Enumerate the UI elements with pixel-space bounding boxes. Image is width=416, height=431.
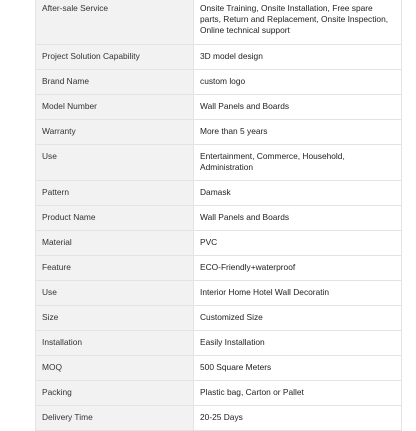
table-row [36, 406, 402, 431]
spec-value: PVC [194, 231, 402, 256]
table-row [36, 206, 402, 231]
table-row [36, 381, 402, 406]
spec-value: Plastic bag, Carton or Pallet [194, 381, 402, 406]
spec-label: Model Number [36, 95, 194, 120]
spec-label: Product Name [36, 206, 194, 231]
spec-label: Feature [36, 256, 194, 281]
spec-value: Wall Panels and Boards [194, 95, 402, 120]
table-row [36, 331, 402, 356]
table-row [36, 120, 402, 145]
spec-label: Use [36, 145, 194, 181]
spec-label: After-sale Service [36, 0, 194, 45]
table-row [36, 45, 402, 70]
product-spec-table [35, 0, 402, 431]
spec-value: Damask [194, 181, 402, 206]
spec-value: 3D model design [194, 45, 402, 70]
spec-label: Project Solution Capability [36, 45, 194, 70]
table-row [36, 356, 402, 381]
spec-label: Pattern [36, 181, 194, 206]
spec-label: Installation [36, 331, 194, 356]
table-row [36, 0, 402, 45]
table-row [36, 70, 402, 95]
spec-value: Entertainment, Commerce, Household, Administration [194, 145, 402, 181]
spec-value: ECO-Friendly+waterproof [194, 256, 402, 281]
spec-value: custom logo [194, 70, 402, 95]
spec-value: More than 5 years [194, 120, 402, 145]
spec-label: Use [36, 281, 194, 306]
spec-label: Size [36, 306, 194, 331]
spec-label: Packing [36, 381, 194, 406]
table-row [36, 231, 402, 256]
table-row [36, 256, 402, 281]
product-spec-table-frame [35, 0, 401, 431]
spec-value: Interior Home Hotel Wall Decoratin [194, 281, 402, 306]
table-row [36, 306, 402, 331]
spec-value: 20-25 Days [194, 406, 402, 431]
table-row [36, 95, 402, 120]
spec-value: Customized Size [194, 306, 402, 331]
spec-label: MOQ [36, 356, 194, 381]
spec-label: Material [36, 231, 194, 256]
spec-label: Warranty [36, 120, 194, 145]
spec-value: Wall Panels and Boards [194, 206, 402, 231]
spec-label: Brand Name [36, 70, 194, 95]
spec-value: Onsite Training, Onsite Installation, Free spare parts, Return and Replacement, Onsite Inspection, Online technical support [194, 0, 402, 45]
table-row [36, 145, 402, 181]
spec-value: Easily Installation [194, 331, 402, 356]
spec-value: 500 Square Meters [194, 356, 402, 381]
spec-label: Delivery Time [36, 406, 194, 431]
table-row [36, 181, 402, 206]
table-row [36, 281, 402, 306]
